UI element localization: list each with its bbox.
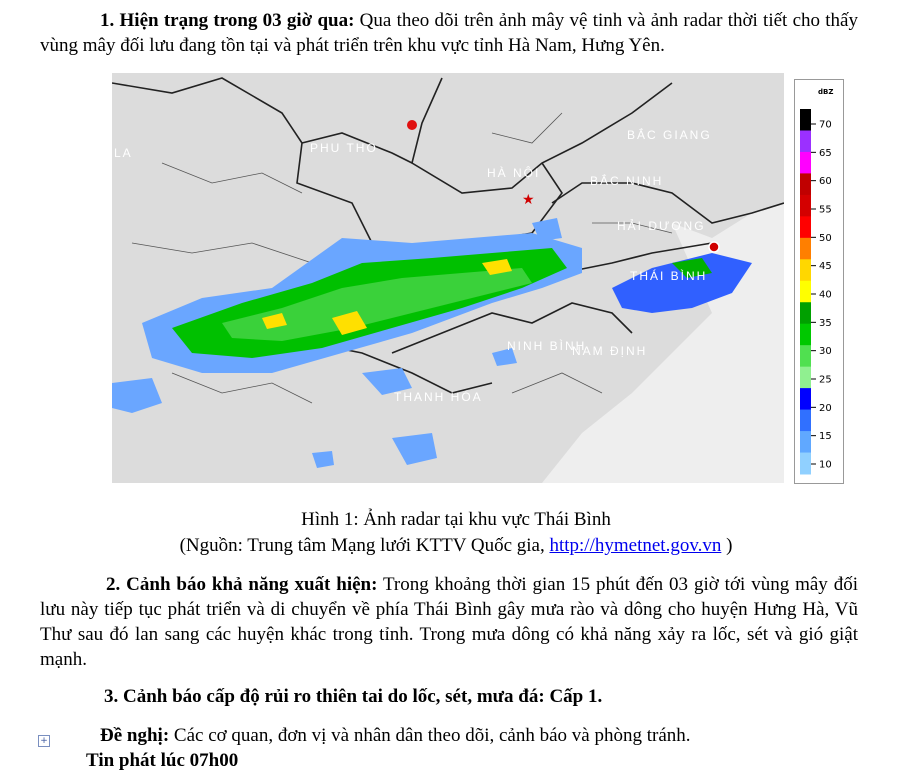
map-label: HÀ NỘI	[487, 166, 541, 180]
legend-color-band	[800, 238, 811, 260]
recommendation-paragraph	[100, 723, 860, 748]
legend-tick-label: 45	[819, 261, 832, 273]
legend-tick-label: 20	[819, 402, 832, 414]
map-label: HẢI DƯƠNG	[617, 219, 706, 233]
legend-color-band	[800, 281, 811, 303]
recommendation-text: Các cơ quan, đơn vị và nhân dân theo dõi, cảnh báo và phòng tránh.	[169, 725, 691, 746]
legend-unit: dBZ	[818, 88, 834, 96]
legend-tick-label: 60	[819, 176, 832, 188]
section-2-paragraph	[40, 572, 858, 672]
radar-map-image	[112, 73, 784, 483]
legend-color-band	[800, 453, 811, 475]
section-1-heading: 1. Hiện trạng trong 03 giờ qua:	[100, 10, 355, 31]
legend-tick-label: 15	[819, 431, 832, 443]
location-marker	[407, 120, 417, 130]
source-prefix: (Nguồn: Trung tâm Mạng lưới KTTV Quốc gia,	[179, 535, 550, 556]
map-label: NAM ĐỊNH	[572, 344, 648, 358]
figure-caption: Hình 1: Ảnh radar tại khu vực Thái Bình	[301, 509, 611, 530]
map-label: THÁI BÌNH	[630, 269, 708, 283]
section-2-heading: 2. Cảnh báo khả năng xuất hiện:	[106, 574, 378, 595]
table-move-handle-icon[interactable]: +	[38, 735, 50, 747]
legend-color-band	[800, 410, 811, 432]
location-marker	[709, 242, 719, 252]
map-label: BẮC NINH	[590, 174, 664, 188]
legend-color-band	[800, 173, 811, 195]
legend-color-band	[800, 152, 811, 174]
legend-tick-label: 30	[819, 346, 832, 358]
legend-tick-label: 55	[819, 204, 832, 216]
legend-color-band	[800, 195, 811, 217]
legend-color-band	[800, 431, 811, 453]
recommendation-heading: Đề nghị:	[100, 725, 170, 746]
dbz-color-scale-legend	[794, 79, 844, 484]
legend-color-band	[800, 109, 811, 131]
legend-tick-label: 40	[819, 289, 832, 301]
legend-tick-label: 25	[819, 374, 832, 386]
section-3-paragraph	[104, 684, 864, 709]
legend-color-band	[800, 216, 811, 238]
legend-color-band	[800, 130, 811, 152]
map-label: LA	[114, 146, 133, 160]
legend-color-band	[800, 259, 811, 281]
section-3-heading: 3. Cảnh báo cấp độ rủi ro thiên tai do lốc, sét, mưa đá: Cấp 1.	[104, 686, 603, 707]
section-2-text: Trong khoảng thời gian 15 phút đến 03 giờ tới vùng mây đối lưu này tiếp tục phát triển và di chuyển về phía Thái Bình gây mưa rào và dông cho huyện Hưng Hà, Vũ Thư sau đó lan sang các huyện khác trong tỉnh. Trong mưa dông có khả năng xảy ra lốc, sét và gió giật mạnh.	[40, 574, 858, 670]
legend-color-band	[800, 345, 811, 367]
legend-tick-label: 70	[819, 119, 832, 131]
section-1-text: Qua theo dõi trên ảnh mây vệ tinh và ảnh radar thời tiết cho thấy vùng mây đối lưu đang tồn tại và phát triển trên khu vực tỉnh Hà Nam, Hưng Yên.	[40, 10, 858, 56]
section-1-paragraph	[40, 8, 858, 58]
map-label: PHU THO	[310, 141, 378, 155]
capital-star-marker: ★	[522, 192, 535, 208]
legend-color-band	[800, 324, 811, 346]
map-label: NINH BÌNH	[507, 339, 587, 353]
legend-color-band	[800, 302, 811, 324]
legend-tick-label: 35	[819, 317, 832, 329]
map-label: THANH HÓA	[394, 390, 483, 404]
legend-color-band	[800, 367, 811, 389]
figure-source	[0, 533, 912, 558]
legend-tick-label: 65	[819, 147, 832, 159]
issued-time: Tin phát lúc 07h00	[86, 750, 239, 771]
legend-tick-label: 50	[819, 232, 832, 244]
source-suffix: )	[721, 535, 733, 556]
legend-tick-label: 10	[819, 459, 832, 471]
source-link[interactable]: http://hymetnet.gov.vn	[549, 535, 722, 556]
legend-color-band	[800, 388, 811, 410]
map-label: BẮC GIANG	[627, 128, 712, 142]
